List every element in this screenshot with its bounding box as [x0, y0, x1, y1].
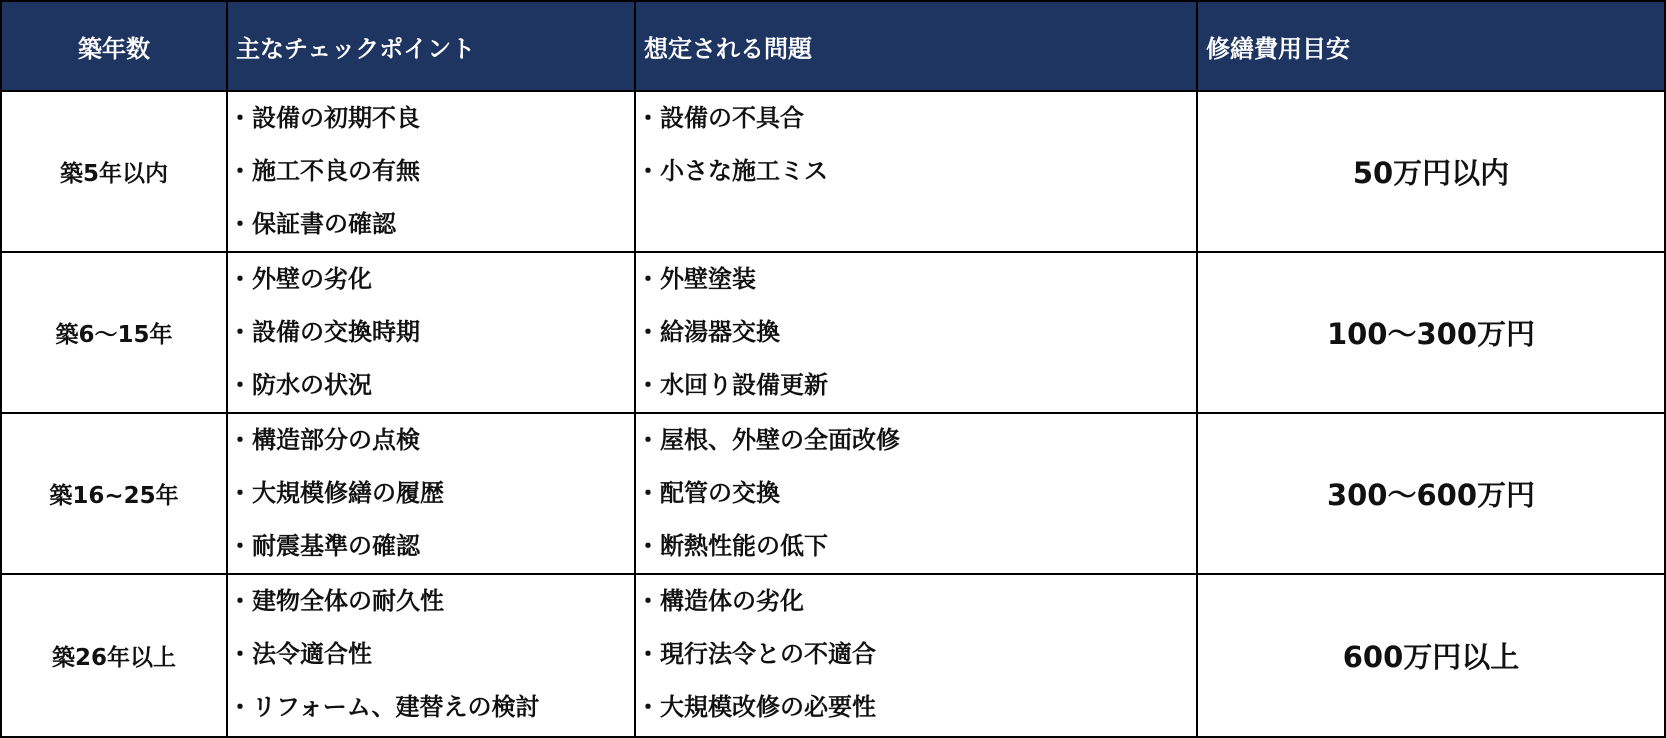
table-row [1, 574, 1665, 737]
list-item: ・ 現行法令との不適合 [636, 628, 1196, 681]
list-item: ・ 外壁塗装 [636, 253, 1196, 306]
issues-cell [635, 574, 1197, 737]
list-item: ・ 設備の初期不良 [228, 92, 634, 145]
issue-list [636, 575, 1196, 734]
checkpoints-cell [227, 91, 635, 252]
table-row [1, 91, 1665, 252]
list-item: ・ 外壁の劣化 [228, 253, 634, 306]
list-item: ・ リフォーム、建替えの検討 [228, 681, 634, 734]
repair-cost-cell: 100～300万円 [1197, 252, 1665, 413]
list-item: ・ 断熱性能の低下 [636, 520, 1196, 573]
table-row [1, 413, 1665, 574]
building-age-cell: 築26年以上 [1, 574, 227, 737]
checkpoints-cell [227, 413, 635, 574]
checkpoint-list [228, 92, 634, 251]
building-age-cell: 築16~25年 [1, 413, 227, 574]
header-repair-cost: 修繕費用目安 [1197, 1, 1665, 91]
issues-cell [635, 252, 1197, 413]
list-item: ・ 法令適合性 [228, 628, 634, 681]
header-expected-issues: 想定される問題 [635, 1, 1197, 91]
list-item: ・ 屋根、外壁の全面改修 [636, 414, 1196, 467]
list-item: ・ 設備の交換時期 [228, 306, 634, 359]
checkpoint-list [228, 575, 634, 734]
repair-cost-cell: 300～600万円 [1197, 413, 1665, 574]
list-item: ・ 保証書の確認 [228, 198, 634, 251]
checkpoint-list [228, 253, 634, 412]
issue-list [636, 253, 1196, 412]
table-header-row [1, 1, 1665, 91]
issues-cell [635, 413, 1197, 574]
checkpoint-list [228, 414, 634, 573]
list-item: ・ 水回り設備更新 [636, 359, 1196, 412]
checkpoints-cell [227, 574, 635, 737]
list-item: ・ 給湯器交換 [636, 306, 1196, 359]
checkpoints-cell [227, 252, 635, 413]
repair-cost-cell: 600万円以上 [1197, 574, 1665, 737]
list-item: ・ 建物全体の耐久性 [228, 575, 634, 628]
header-building-age: 築年数 [1, 1, 227, 91]
list-item: ・ 施工不良の有無 [228, 145, 634, 198]
list-item: ・ 小さな施工ミス [636, 145, 1196, 198]
header-checkpoints: 主なチェックポイント [227, 1, 635, 91]
list-item: ・ 構造体の劣化 [636, 575, 1196, 628]
list-item: ・ 大規模修繕の履歴 [228, 467, 634, 520]
issue-list [636, 92, 1196, 198]
building-age-cell: 築6～15年 [1, 252, 227, 413]
list-item: ・ 構造部分の点検 [228, 414, 634, 467]
list-item: ・ 設備の不具合 [636, 92, 1196, 145]
table-row [1, 252, 1665, 413]
list-item: ・ 耐震基準の確認 [228, 520, 634, 573]
list-item: ・ 大規模改修の必要性 [636, 681, 1196, 734]
list-item: ・ 防水の状況 [228, 359, 634, 412]
repair-cost-cell: 50万円以内 [1197, 91, 1665, 252]
issue-list [636, 414, 1196, 573]
issues-cell [635, 91, 1197, 252]
list-item: ・ 配管の交換 [636, 467, 1196, 520]
building-age-cell: 築5年以内 [1, 91, 227, 252]
